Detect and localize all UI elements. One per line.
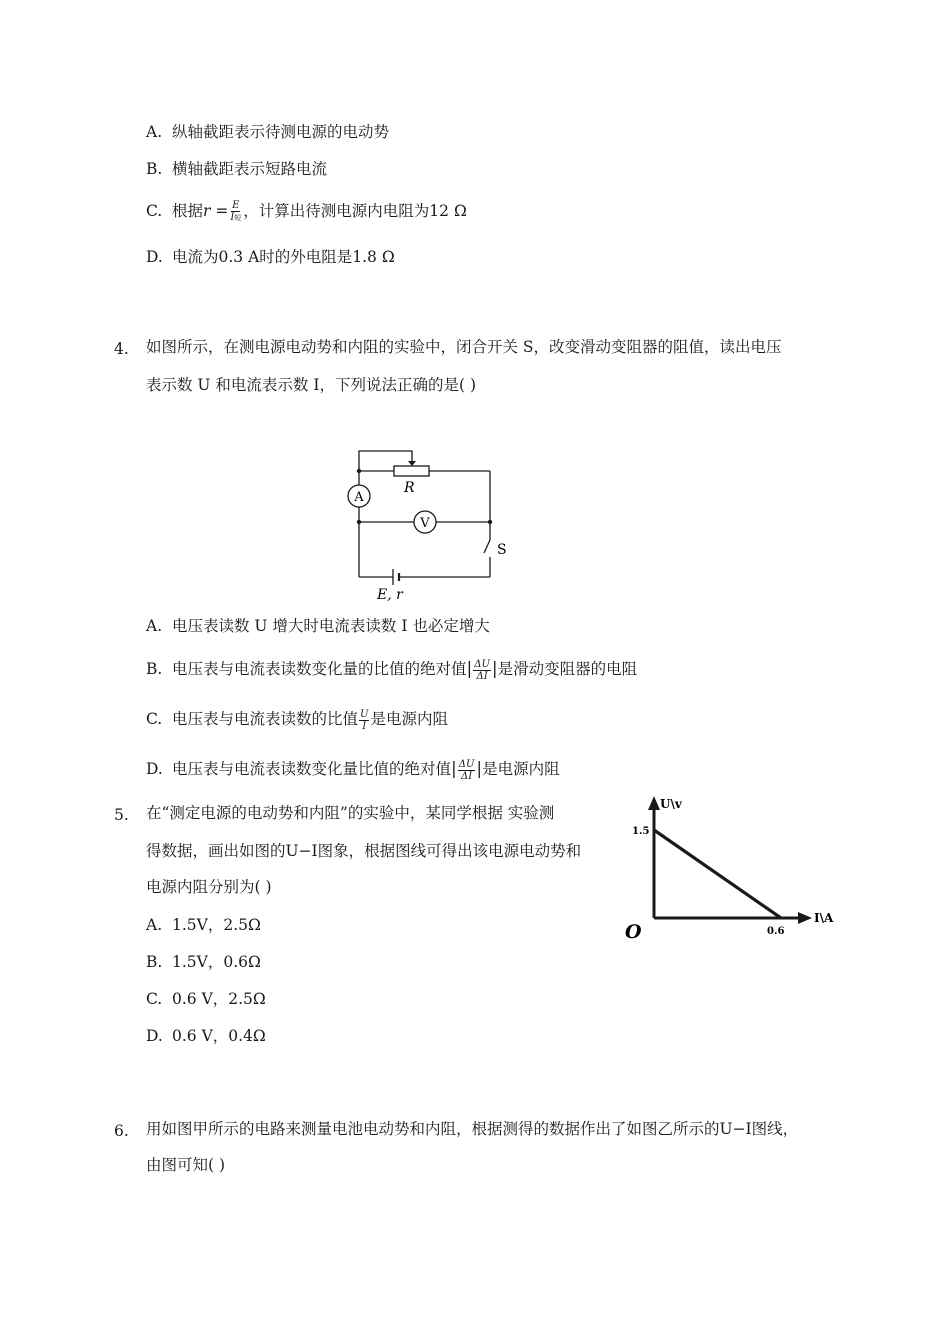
q4-stem-line2: 表示数 U 和电流表示数 I，下列说法正确的是( ) [146, 376, 476, 394]
option-text: 电流为0.3 A时的外电阻是1.8 Ω [172, 248, 395, 266]
option-text-pre: 电压表与电流表读数变化量比值的绝对值 [172, 760, 452, 778]
option-letter: A. [146, 916, 163, 934]
circuit-diagram [340, 446, 520, 606]
voltmeter-label: V [420, 516, 430, 531]
formula-lhs: r = [203, 202, 229, 220]
q5-option-c [146, 988, 266, 1010]
q6-stem-line1: 用如图甲所示的电路来测量电池电动势和内阻，根据测得的数据作出了如图乙所示的U−I图线， [146, 1120, 799, 1138]
q5-stem-line2: 得数据，画出如图的U−I图象，根据图线可得出该电源电动势和 [146, 842, 582, 860]
slider-arrow-icon [408, 461, 416, 466]
option-letter: D. [146, 760, 163, 778]
q5-option-a [146, 914, 261, 936]
option-text-post: ，计算出待测电源内电阻为12 Ω [243, 202, 467, 220]
q5-stem-line3: 电源内阻分别为( ) [146, 878, 272, 896]
fraction-subscript: 短 [234, 214, 242, 222]
x-axis-label: I\A [814, 911, 834, 925]
abs-bar: | [476, 759, 483, 779]
abs-bar: | [491, 659, 498, 679]
q3-option-d [146, 246, 395, 268]
abs-bar: | [466, 659, 473, 679]
option-letter: C. [146, 202, 163, 220]
q3-option-a [146, 121, 389, 143]
option-text-post: 是滑动变阻器的电阻 [497, 660, 638, 678]
option-letter: B. [146, 160, 163, 178]
junction-dot [357, 520, 361, 524]
origin-label: O [625, 921, 642, 943]
fraction-bottom: ΔI [460, 770, 473, 782]
option-text-pre: 电压表与电流表读数变化量的比值的绝对值 [172, 660, 467, 678]
fraction-bottom: ΔI [476, 670, 488, 682]
q6-number: 6. [114, 1122, 129, 1140]
fraction-e-over-i-short [229, 200, 242, 224]
q5-option-b [146, 951, 261, 973]
fraction-top: ΔU [474, 658, 490, 670]
fraction-top: U [360, 708, 369, 720]
q5-number: 5. [114, 806, 129, 824]
option-letter: A. [146, 123, 163, 141]
fraction-du-over-di [473, 659, 491, 682]
option-text: 1.5V，0.6Ω [172, 953, 261, 971]
q4-option-b [146, 658, 637, 682]
option-letter: C. [146, 990, 163, 1008]
y-tick-label: 1.5 [632, 826, 650, 837]
abs-bar: | [451, 759, 457, 779]
option-text: 0.6 V，0.4Ω [172, 1027, 266, 1045]
q4-number: 4. [114, 340, 129, 358]
junction-dot [357, 469, 361, 473]
q4-option-a [146, 615, 490, 637]
q4-stem-line1: 如图所示，在测电源电动势和内阻的实验中，闭合开关 S，改变滑动变阻器的阻值，读出电压 [146, 338, 782, 356]
q4-option-d [146, 758, 560, 782]
u-i-line [654, 830, 781, 918]
q3-option-b [146, 158, 327, 180]
option-letter: B. [146, 660, 163, 678]
option-letter: D. [146, 1027, 163, 1045]
resistor-icon [394, 466, 429, 476]
fraction-bottom-symbol: I [230, 212, 235, 223]
option-text-pre: 电压表与电流表读数的比值 [172, 710, 359, 728]
switch-icon [484, 540, 490, 553]
q3-option-c [146, 200, 467, 224]
option-letter: A. [146, 617, 163, 635]
q6-stem-line2: 由图可知( ) [146, 1156, 226, 1174]
fraction-top: E [232, 200, 240, 211]
fraction-du-over-di [458, 759, 476, 782]
q4-option-c [146, 708, 448, 732]
option-text: 0.6 V，2.5Ω [172, 990, 266, 1008]
option-text-post: 是电源内阻 [370, 710, 448, 728]
option-letter: B. [146, 953, 163, 971]
y-axis-arrow-icon [648, 796, 660, 810]
battery-label: E, r [377, 587, 403, 603]
x-tick-label: 0.6 [767, 926, 785, 937]
q5-option-d [146, 1025, 266, 1047]
u-i-graph [620, 794, 840, 944]
option-text-post: 是电源内阻 [482, 760, 560, 778]
option-text: 1.5V，2.5Ω [172, 916, 261, 934]
option-text-pre: 根据 [172, 202, 204, 220]
junction-dot [488, 520, 492, 524]
fraction-top: ΔU [458, 758, 475, 770]
switch-label: S [497, 542, 507, 558]
fraction-bottom [229, 212, 242, 224]
option-letter: C. [146, 710, 163, 728]
q5-stem-line1: 在“测定电源的电动势和内阻”的实验中，某同学根据 实验测 [146, 804, 555, 822]
ammeter-label: A [354, 490, 364, 505]
x-axis-arrow-icon [798, 912, 812, 924]
y-axis-label: U\v [660, 797, 682, 811]
option-text: 电压表读数 U 增大时电流表读数 I 也必定增大 [172, 617, 490, 635]
fraction-bottom: I [362, 720, 367, 732]
option-text: 纵轴截距表示待测电源的电动势 [172, 123, 390, 141]
option-text: 横轴截距表示短路电流 [172, 160, 328, 178]
resistor-label: R [404, 480, 415, 496]
option-letter: D. [146, 248, 163, 266]
fraction-u-over-i [359, 709, 369, 732]
